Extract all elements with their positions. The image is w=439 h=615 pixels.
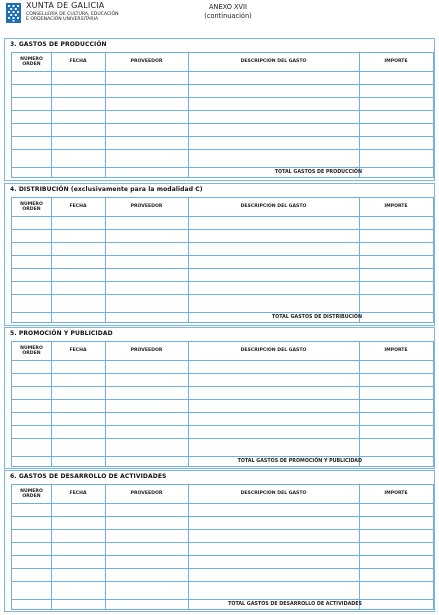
- expense-table: [11, 197, 434, 323]
- column-header-description: DESCRIPCIÓN DEL GASTO: [240, 491, 307, 497]
- column-header-supplier: PROVEEDOR: [130, 491, 163, 497]
- expense-table: [11, 52, 434, 178]
- department-line-2: E ORDENACIÓN UNIVERSITARIA: [26, 17, 99, 23]
- organization-name: XUNTA DE GALICIA: [26, 1, 105, 10]
- expense-table: [11, 484, 434, 610]
- column-header-amount: IMPORTE: [384, 59, 408, 65]
- column-header-description: DESCRIPCIÓN DEL GASTO: [240, 59, 307, 65]
- column-header-description: DESCRIPCIÓN DEL GASTO: [240, 348, 307, 354]
- section-title: 6. GASTOS DE DESARROLLO DE ACTIVIDADES: [10, 473, 167, 480]
- column-header-date: FECHA: [69, 348, 87, 354]
- column-header-number: NÚMERO ORDEN: [20, 345, 43, 356]
- column-header-number: NÚMERO ORDEN: [20, 488, 43, 499]
- annex-subtitle: (continuación): [204, 12, 252, 20]
- expense-table: [11, 341, 434, 467]
- section-distribution: [4, 183, 435, 326]
- column-header-supplier: PROVEEDOR: [130, 59, 163, 65]
- column-header-date: FECHA: [69, 491, 87, 497]
- column-header-date: FECHA: [69, 59, 87, 65]
- department-line-1: CONSELLERÍA DE CULTURA, EDUCACIÓN: [26, 12, 119, 17]
- column-header-number: NÚMERO ORDEN: [20, 201, 43, 212]
- xunta-logo: [6, 3, 21, 23]
- department-name: [26, 12, 119, 23]
- column-header-amount: IMPORTE: [384, 491, 408, 497]
- section-title: 5. PROMOCIÓN Y PUBLICIDAD: [10, 330, 113, 337]
- column-header-supplier: PROVEEDOR: [130, 204, 163, 210]
- section-title: 4. DISTRIBUCIÓN (exclusivamente para la modalidad C): [10, 186, 203, 193]
- section-promotion: [4, 327, 435, 469]
- total-label: TOTAL GASTOS DE PROMOCIÓN Y PUBLICIDAD: [237, 459, 362, 464]
- column-header-amount: IMPORTE: [384, 204, 408, 210]
- total-label: TOTAL GASTOS DE PRODUCCIÓN: [274, 170, 362, 175]
- column-header-amount: IMPORTE: [384, 348, 408, 354]
- total-label: TOTAL GASTOS DE DESARROLLO DE ACTIVIDADES: [228, 602, 362, 607]
- column-header-date: FECHA: [69, 204, 87, 210]
- section-activities: [4, 470, 435, 612]
- annex-title: ANEXO XVII: [209, 3, 247, 11]
- column-header-supplier: PROVEEDOR: [130, 348, 163, 354]
- section-title: 3. GASTOS DE PRODUCCIÓN: [10, 41, 107, 48]
- column-header-description: DESCRIPCIÓN DEL GASTO: [240, 204, 307, 210]
- section-production: [4, 38, 435, 181]
- column-header-number: NÚMERO ORDEN: [20, 56, 43, 67]
- annex-heading: [192, 3, 264, 21]
- total-label: TOTAL GASTOS DE DISTRIBUCIÓN: [271, 315, 362, 320]
- organization-block: [26, 2, 119, 23]
